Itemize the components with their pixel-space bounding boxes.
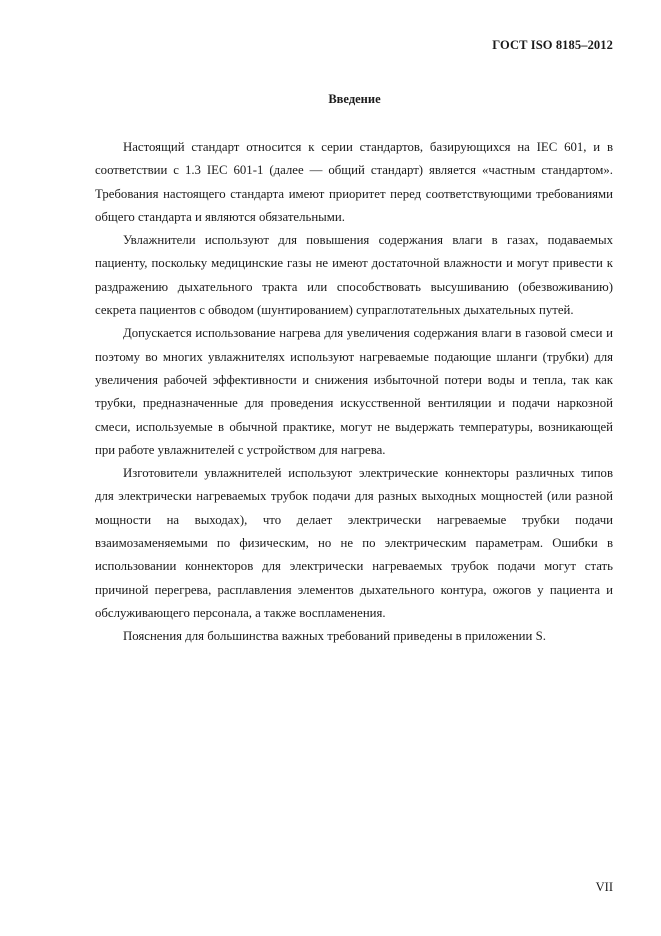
paragraph-5: Пояснения для большинства важных требований приведены в приложении S. — [123, 629, 546, 644]
page-number: VII — [595, 880, 613, 894]
paragraph-1: Настоящий стандарт относится к серии стандартов, базирующихся на IEC 601, и в соответствии с 1.3 IEC 601-1 (далее — общий стандарт) является «частным стандартом». Требования настоящего стандарта имеют приоритет перед соответствующими требованиями общего стандарта и являются обязательными. — [95, 140, 613, 224]
paragraph-2: Увлажнители используют для повышения содержания влаги в газах, подаваемых пациенту, поскольку медицинские газы не имеют достаточной влажности и могут привести к раздражению дыхательного тракта или способствовать высушиванию (обезвоживанию) секрета пациентов с обводом (шунтированием) супраглотательных дыхательных путей. — [95, 233, 613, 318]
paragraph-3: Допускается использование нагрева для увеличения содержания влаги в газовой смеси и поэтому во многих увлажнителях используют нагреваемые подающие шланги (трубки) для увеличения рабочей эффективности и снижения избыточной потери воды и тепла, так как трубки, предназначенные для проведения искусственной вентиляции и подачи наркозной смеси, используемые в обычной практике, могут не выдержать температуры, возникающей при работе увлажнителей с устройством для нагрева. — [95, 326, 613, 457]
document-body — [95, 136, 613, 649]
standard-code-header: ГОСТ ISO 8185–2012 — [492, 38, 613, 52]
paragraph-4: Изготовители увлажнителей используют электрические коннекторы различных типов для электрически нагреваемых трубок подачи для разных выходных мощностей (или разной мощности на выходах), что делает электрически нагреваемые трубки подачи взаимозаменяемыми по физическим, но не по электрическим параметрам. Ошибки в использовании коннекторов для электрически нагреваемых трубок подачи могут стать причиной перегрева, расплавления элементов дыхательного контура, ожогов у пациента и обслуживающего персонала, а также воспламенения. — [95, 466, 613, 620]
section-title: Введение — [328, 92, 381, 106]
